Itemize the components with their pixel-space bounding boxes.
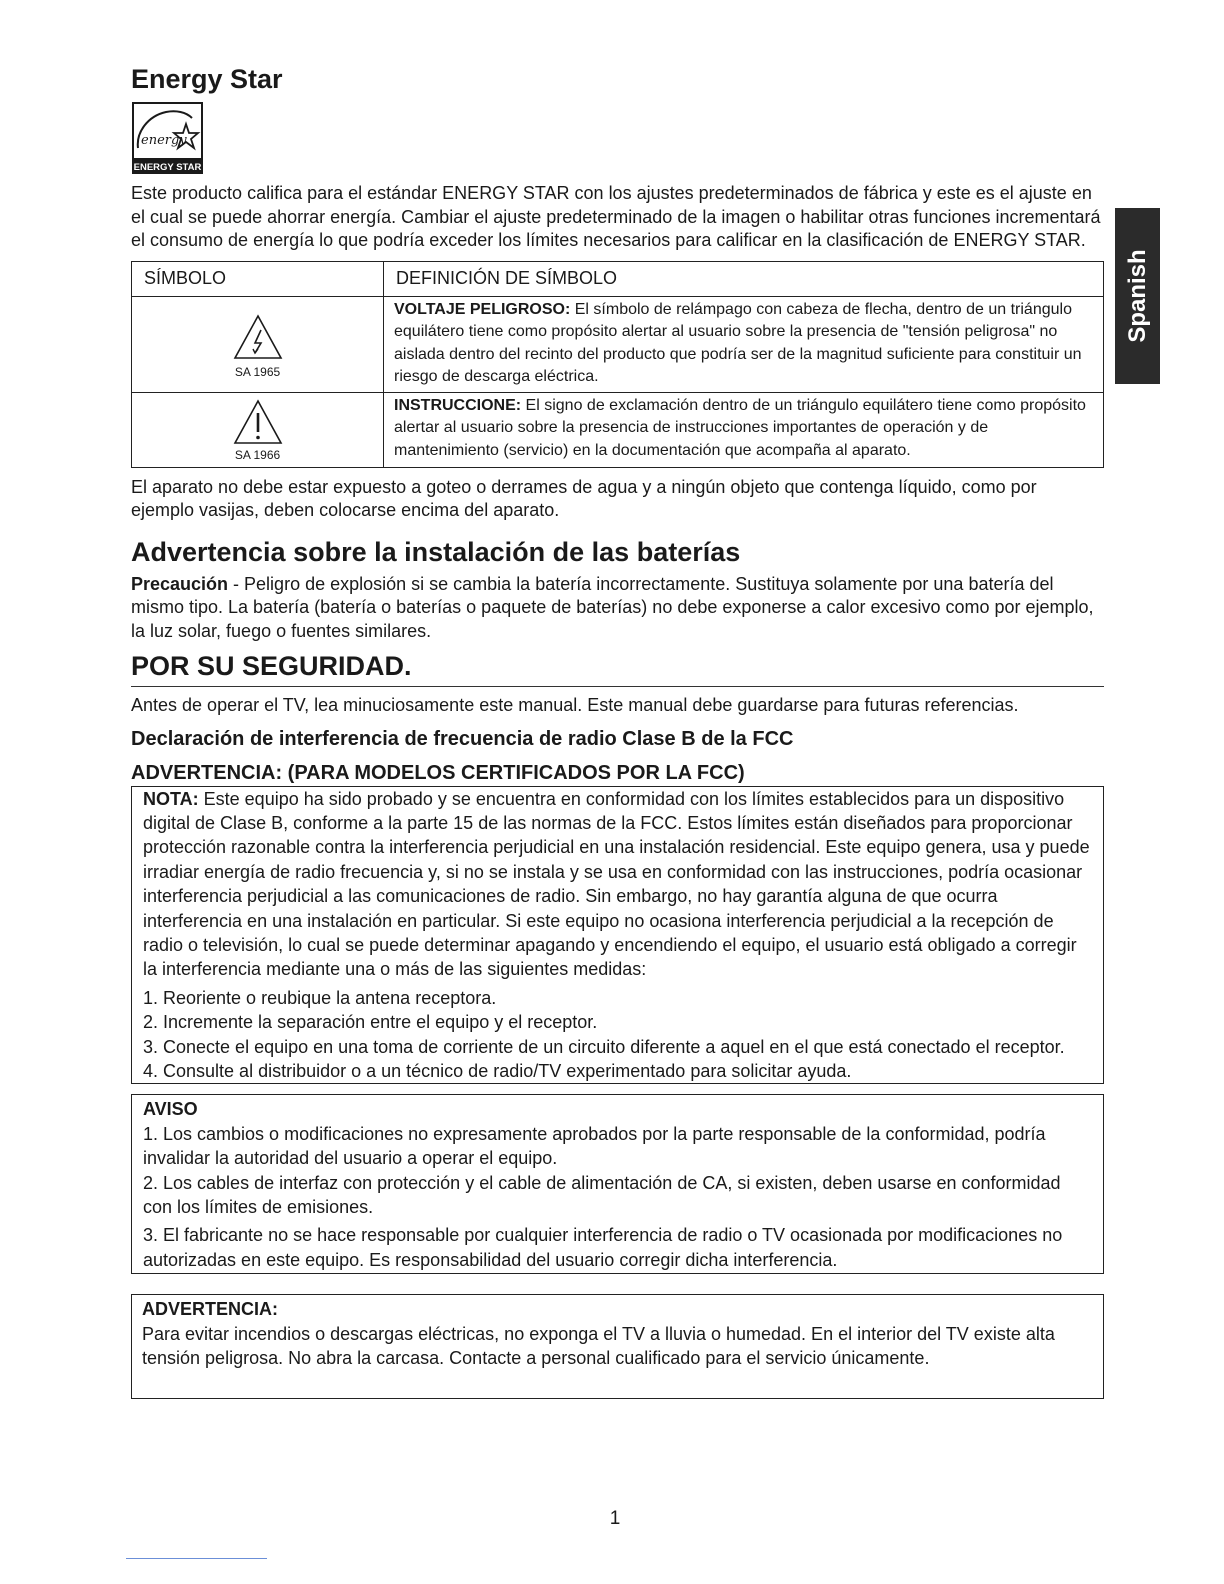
language-tab-label: Spanish xyxy=(1123,249,1151,343)
fcc-heading: Declaración de interferencia de frecuencia de radio Clase B de la FCC xyxy=(131,727,794,750)
symbol-code: SA 1966 xyxy=(234,447,281,462)
note-label: NOTA: xyxy=(143,788,199,809)
caution-label: Precaución xyxy=(131,573,229,594)
notice-box xyxy=(131,1094,1104,1274)
fcc-warning-heading: ADVERTENCIA: (PARA MODELOS CERTIFICADOS POR LA FCC) xyxy=(131,761,745,784)
table-row xyxy=(132,296,1104,392)
symbol-column-header: SÍMBOLO xyxy=(132,261,384,296)
footnote-divider xyxy=(126,1558,267,1559)
table-header-row xyxy=(132,261,1104,296)
list-item: 2. Los cables de interfaz con protección y el cable de alimentación de CA, si existen, deben usarse en conformidad con los límites de emisiones. xyxy=(143,1172,1061,1217)
note-text: Este equipo ha sido probado y se encuentra en conformidad con los límites establecidos para un dispositivo digital de Clase B, conforme a la parte 15 de las normas de la FCC. Estos límites están diseñados para proporcionar protección razonable contra la interferencia perjudicial en una instalación residencial. Este equipo genera, usa y puede irradiar energía de radio frecuencia y, si no se instala y se usa en conformidad con las instrucciones, podría ocasionar interferencia perjudicial a las comunicaciones de radio. Sin embargo, no hay garantía alguna de que ocurra interferencia en una instalación en particular. Si este equipo no ocasiona interferencia perjudicial a la recepción de radio o televisión, lo cual se puede determinar apagando y encendiendo el equipo, el usuario está obligado a corregir la interferencia mediante una o más de las siguientes medidas: xyxy=(143,788,1090,980)
energy-star-paragraph: Este producto califica para el estándar ENERGY STAR con los ajustes predeterminados de fábrica y este es el ajuste en el cual se puede ahorrar energía. Cambiar el ajuste predeterminado de la imagen o habilitar otras funciones incrementará el consumo de energía lo que podría exceder los límites necesarios para calificar en la clasificación de ENERGY STAR. xyxy=(131,183,1101,250)
list-item: 3. El fabricante no se hace responsable por cualquier interferencia de radio o TV ocasionada por modificaciones no autorizadas en este equipo. Es responsabilidad del usuario corregir dicha interferencia. xyxy=(143,1225,1063,1270)
safety-section-title: POR SU SEGURIDAD. xyxy=(131,649,1104,687)
lightning-triangle-icon xyxy=(233,314,283,360)
water-warning-paragraph: El aparato no debe estar expuesto a goteo o derrames de agua y a ningún objeto que contenga líquido, como por ejemplo vasijas, deben colocarse encima del aparato. xyxy=(131,476,1037,520)
energy-star-logo xyxy=(132,102,203,174)
list-item: 3. Conecte el equipo en una toma de corriente de un circuito diferente a aquel en el que está conectado el receptor. xyxy=(143,1036,1065,1057)
definition-bold: INSTRUCCIONE: xyxy=(394,396,522,414)
definition-text: El signo de exclamación dentro de un triángulo equilátero tiene como propósito alertar al usuario sobre la presencia de instrucciones importantes de operación y de mantenimiento (servicio) en la documentación que acompaña al aparato. xyxy=(394,396,1086,459)
symbol-code: SA 1965 xyxy=(234,364,281,379)
definition-text: El símbolo de relámpago con cabeza de flecha, dentro de un triángulo equilátero tiene como propósito alertar al usuario sobre la presencia de "tensión peligrosa" no aislada dentro del recinto del producto que podría ser de la magnitud suficiente para constituir un riesgo de descarga eléctrica. xyxy=(394,300,1082,385)
list-item: 1. Los cambios o modificaciones no expresamente aprobados por la parte responsable de la conformidad, podría invalidar la autoridad del usuario a operar el equipo. xyxy=(143,1123,1046,1169)
energy-star-title: Energy Star xyxy=(131,64,283,94)
exclamation-triangle-icon xyxy=(233,399,283,445)
battery-text: - Peligro de explosión si se cambia la batería incorrectamente. Sustituya solamente por una batería del mismo tipo. La batería (batería o baterías o paquete de baterías) no debe exponerse a calor excesivo como por ejemplo, la luz solar, fuego o fuentes similares. xyxy=(131,573,1094,641)
battery-paragraph xyxy=(131,573,1104,644)
list-item: 4. Consulte al distribuidor o a un técnico de radio/TV experimentado para solicitar ayuda. xyxy=(143,1060,852,1081)
list-item: 1. Reoriente o reubique la antena receptora. xyxy=(143,987,497,1008)
logo-script: energy xyxy=(141,133,187,148)
fcc-note-box xyxy=(131,786,1104,1085)
warning-box xyxy=(131,1294,1104,1399)
language-tab xyxy=(1115,208,1160,384)
logo-label: ENERGY STAR xyxy=(133,162,202,173)
symbol-table xyxy=(131,261,1104,468)
warning-title: ADVERTENCIA: xyxy=(142,1299,279,1320)
definition-bold: VOLTAJE PELIGROSO: xyxy=(394,300,571,318)
notice-title: AVISO xyxy=(143,1099,198,1120)
definition-column-header: DEFINICIÓN DE SÍMBOLO xyxy=(384,261,1104,296)
warning-text: Para evitar incendios o descargas eléctricas, no exponga el TV a lluvia o humedad. En el interior del TV existe alta tensión peligrosa. No abra la carcasa. Contacte a personal cualificado para el servicio únicamente. xyxy=(142,1323,1055,1369)
page-number: 1 xyxy=(609,1508,621,1529)
list-item: 2. Incremente la separación entre el equipo y el receptor. xyxy=(143,1012,598,1033)
safety-intro: Antes de operar el TV, lea minuciosamente este manual. Este manual debe guardarse para futuras referencias. xyxy=(131,695,1019,715)
battery-section-title: Advertencia sobre la instalación de las baterías xyxy=(131,536,741,567)
table-row xyxy=(132,392,1104,467)
page-content xyxy=(131,62,1104,1399)
